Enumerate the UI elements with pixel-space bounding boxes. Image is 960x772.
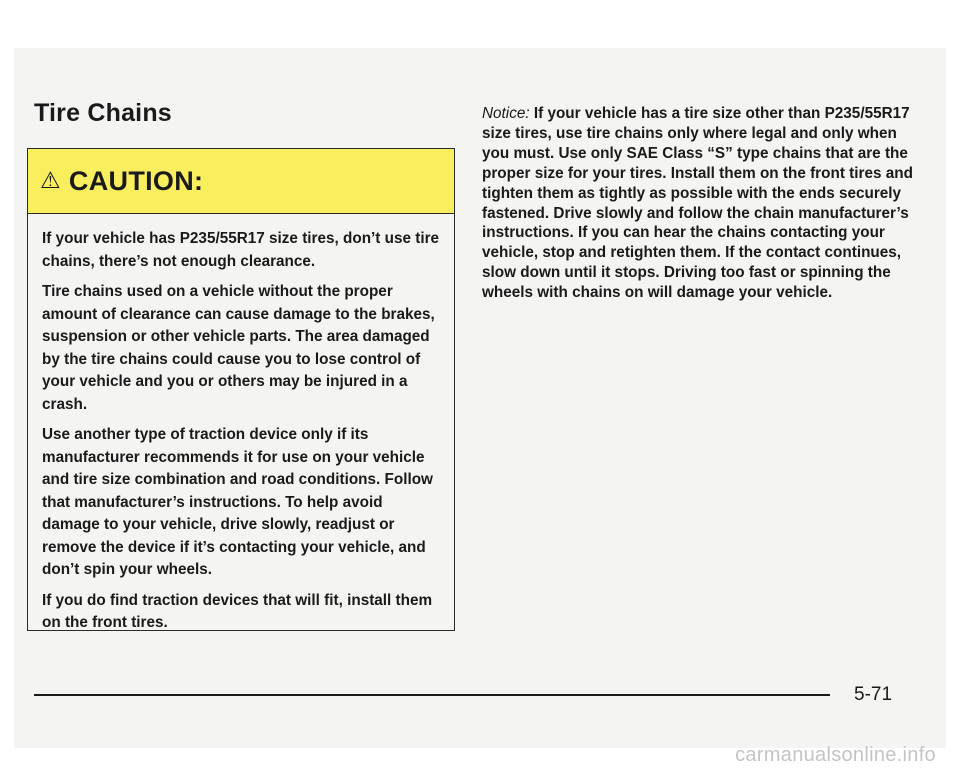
notice-label: Notice: <box>482 105 530 122</box>
caution-paragraph: If your vehicle has P235/55R17 size tires, don’t use tire chains, there’s not enough clearance. <box>42 230 440 270</box>
caution-paragraph: Tire chains used on a vehicle without the proper amount of clearance can cause damage to the brakes, suspension or other vehicle parts. The area damaged by the tire chains could cause you to lose control of your vehicle and you or others may be injured in a crash. <box>42 283 435 413</box>
notice-text: If your vehicle has a tire size other than P235/55R17 size tires, use tire chains only where legal and only when you must. Use only SAE Class “S” type chains that are the proper size for your tires. Install them on the front tires and tighten them as tightly as possible with the ends securely fastened. Drive slowly and follow the chain manufacturer’s instructions. If you can hear the chains contacting your vehicle, stop and retighten them. If the contact continues, slow down until it stops. Driving too fast or spinning the wheels with chains on will damage your vehicle. <box>482 105 913 302</box>
page-number: 5-71 <box>854 684 893 705</box>
notice-paragraph <box>482 104 922 303</box>
caution-paragraph: If you do find traction devices that will fit, install them on the front tires. <box>42 591 433 631</box>
caution-body <box>28 214 454 635</box>
section-title: Tire Chains <box>34 99 172 127</box>
caution-label: CAUTION: <box>68 165 204 196</box>
caution-paragraph: Use another type of traction device only if its manufacturer recommends it for use on your vehicle and tire size combination and road conditions. Follow that manufacturer’s instructions. To help avoid damage to your vehicle, drive slowly, readjust or remove the device if it’s contacting your vehicle, and don’t spin your wheels. <box>42 426 433 578</box>
footer-rule <box>34 694 830 696</box>
watermark: carmanualsonline.info <box>735 744 936 766</box>
caution-box <box>27 148 455 631</box>
caution-header <box>28 149 454 214</box>
warning-triangle-icon: ⚠ <box>40 166 61 193</box>
